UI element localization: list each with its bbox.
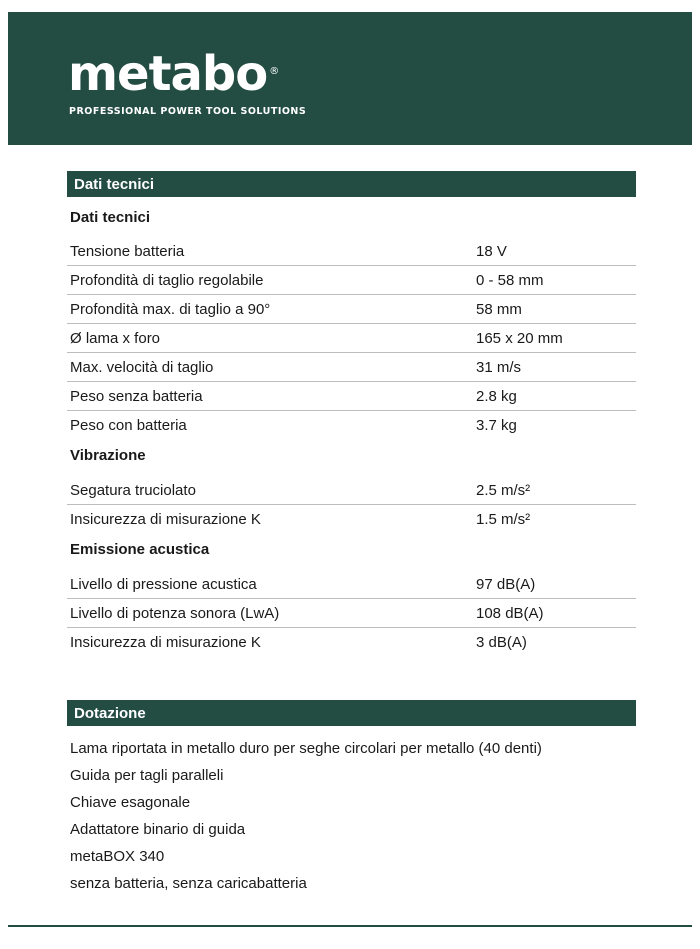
spec-label: Max. velocità di taglio [70,358,214,376]
spec-label: Insicurezza di misurazione K [70,510,261,528]
spec-value: 18 V [476,242,507,260]
logo-text: metabo [68,46,268,102]
spec-label: Profondità max. di taglio a 90° [70,300,271,318]
group-title-emissione-acustica: Emissione acustica [70,541,210,558]
spec-label: Segatura truciolato [70,481,196,499]
logo-wordmark [68,46,280,102]
registered-mark: ® [269,66,280,77]
spec-label: Livello di potenza sonora (LwA) [70,604,280,622]
metabo-logo [68,46,307,117]
spec-row [67,599,636,628]
spec-value: 108 dB(A) [476,604,544,622]
spec-row [67,382,636,411]
equipment-item: Adattatore binario di guida [70,821,246,838]
spec-row [67,237,636,266]
spec-value: 1.5 m/s² [476,510,531,528]
spec-row [67,570,636,599]
spec-row [67,266,636,295]
spec-value: 58 mm [476,300,522,318]
spec-label: Peso senza batteria [70,387,203,405]
spec-value: 165 x 20 mm [476,329,563,347]
equipment-item: metaBOX 340 [70,848,165,865]
spec-label: Peso con batteria [70,416,187,434]
page-header [8,12,692,145]
footer-divider [8,925,692,927]
group-title-vibrazione: Vibrazione [70,447,146,464]
spec-label: Tensione batteria [70,242,185,260]
spec-value: 2.5 m/s² [476,481,531,499]
spec-value: 3 dB(A) [476,633,527,651]
spec-row [67,411,636,439]
spec-value: 3.7 kg [476,416,517,434]
spec-row [67,295,636,324]
spec-row [67,476,636,505]
group-title-dati-tecnici: Dati tecnici [70,209,151,226]
document-content [67,171,636,897]
equipment-section-header: Dotazione [67,700,636,726]
spec-value: 2.8 kg [476,387,517,405]
logo-tagline: PROFESSIONAL POWER TOOL SOLUTIONS [69,106,307,117]
spec-label: Profondità di taglio regolabile [70,271,264,289]
equipment-item: Guida per tagli paralleli [70,767,224,784]
spec-value: 31 m/s [476,358,522,376]
spec-label: Ø lama x foro [70,329,161,347]
equipment-item: Lama riportata in metallo duro per seghe circolari per metallo (40 denti) [70,740,542,757]
spec-label: Livello di pressione acustica [70,575,257,593]
equipment-item: Chiave esagonale [70,794,191,811]
spec-row [67,353,636,382]
spec-row [67,628,636,656]
spec-row [67,505,636,533]
tech-section-header: Dati tecnici [67,171,636,197]
spec-row [67,324,636,353]
spec-value: 0 - 58 mm [476,271,544,289]
spec-value: 97 dB(A) [476,575,536,593]
equipment-item: senza batteria, senza caricabatteria [70,875,307,892]
spec-label: Insicurezza di misurazione K [70,633,261,651]
